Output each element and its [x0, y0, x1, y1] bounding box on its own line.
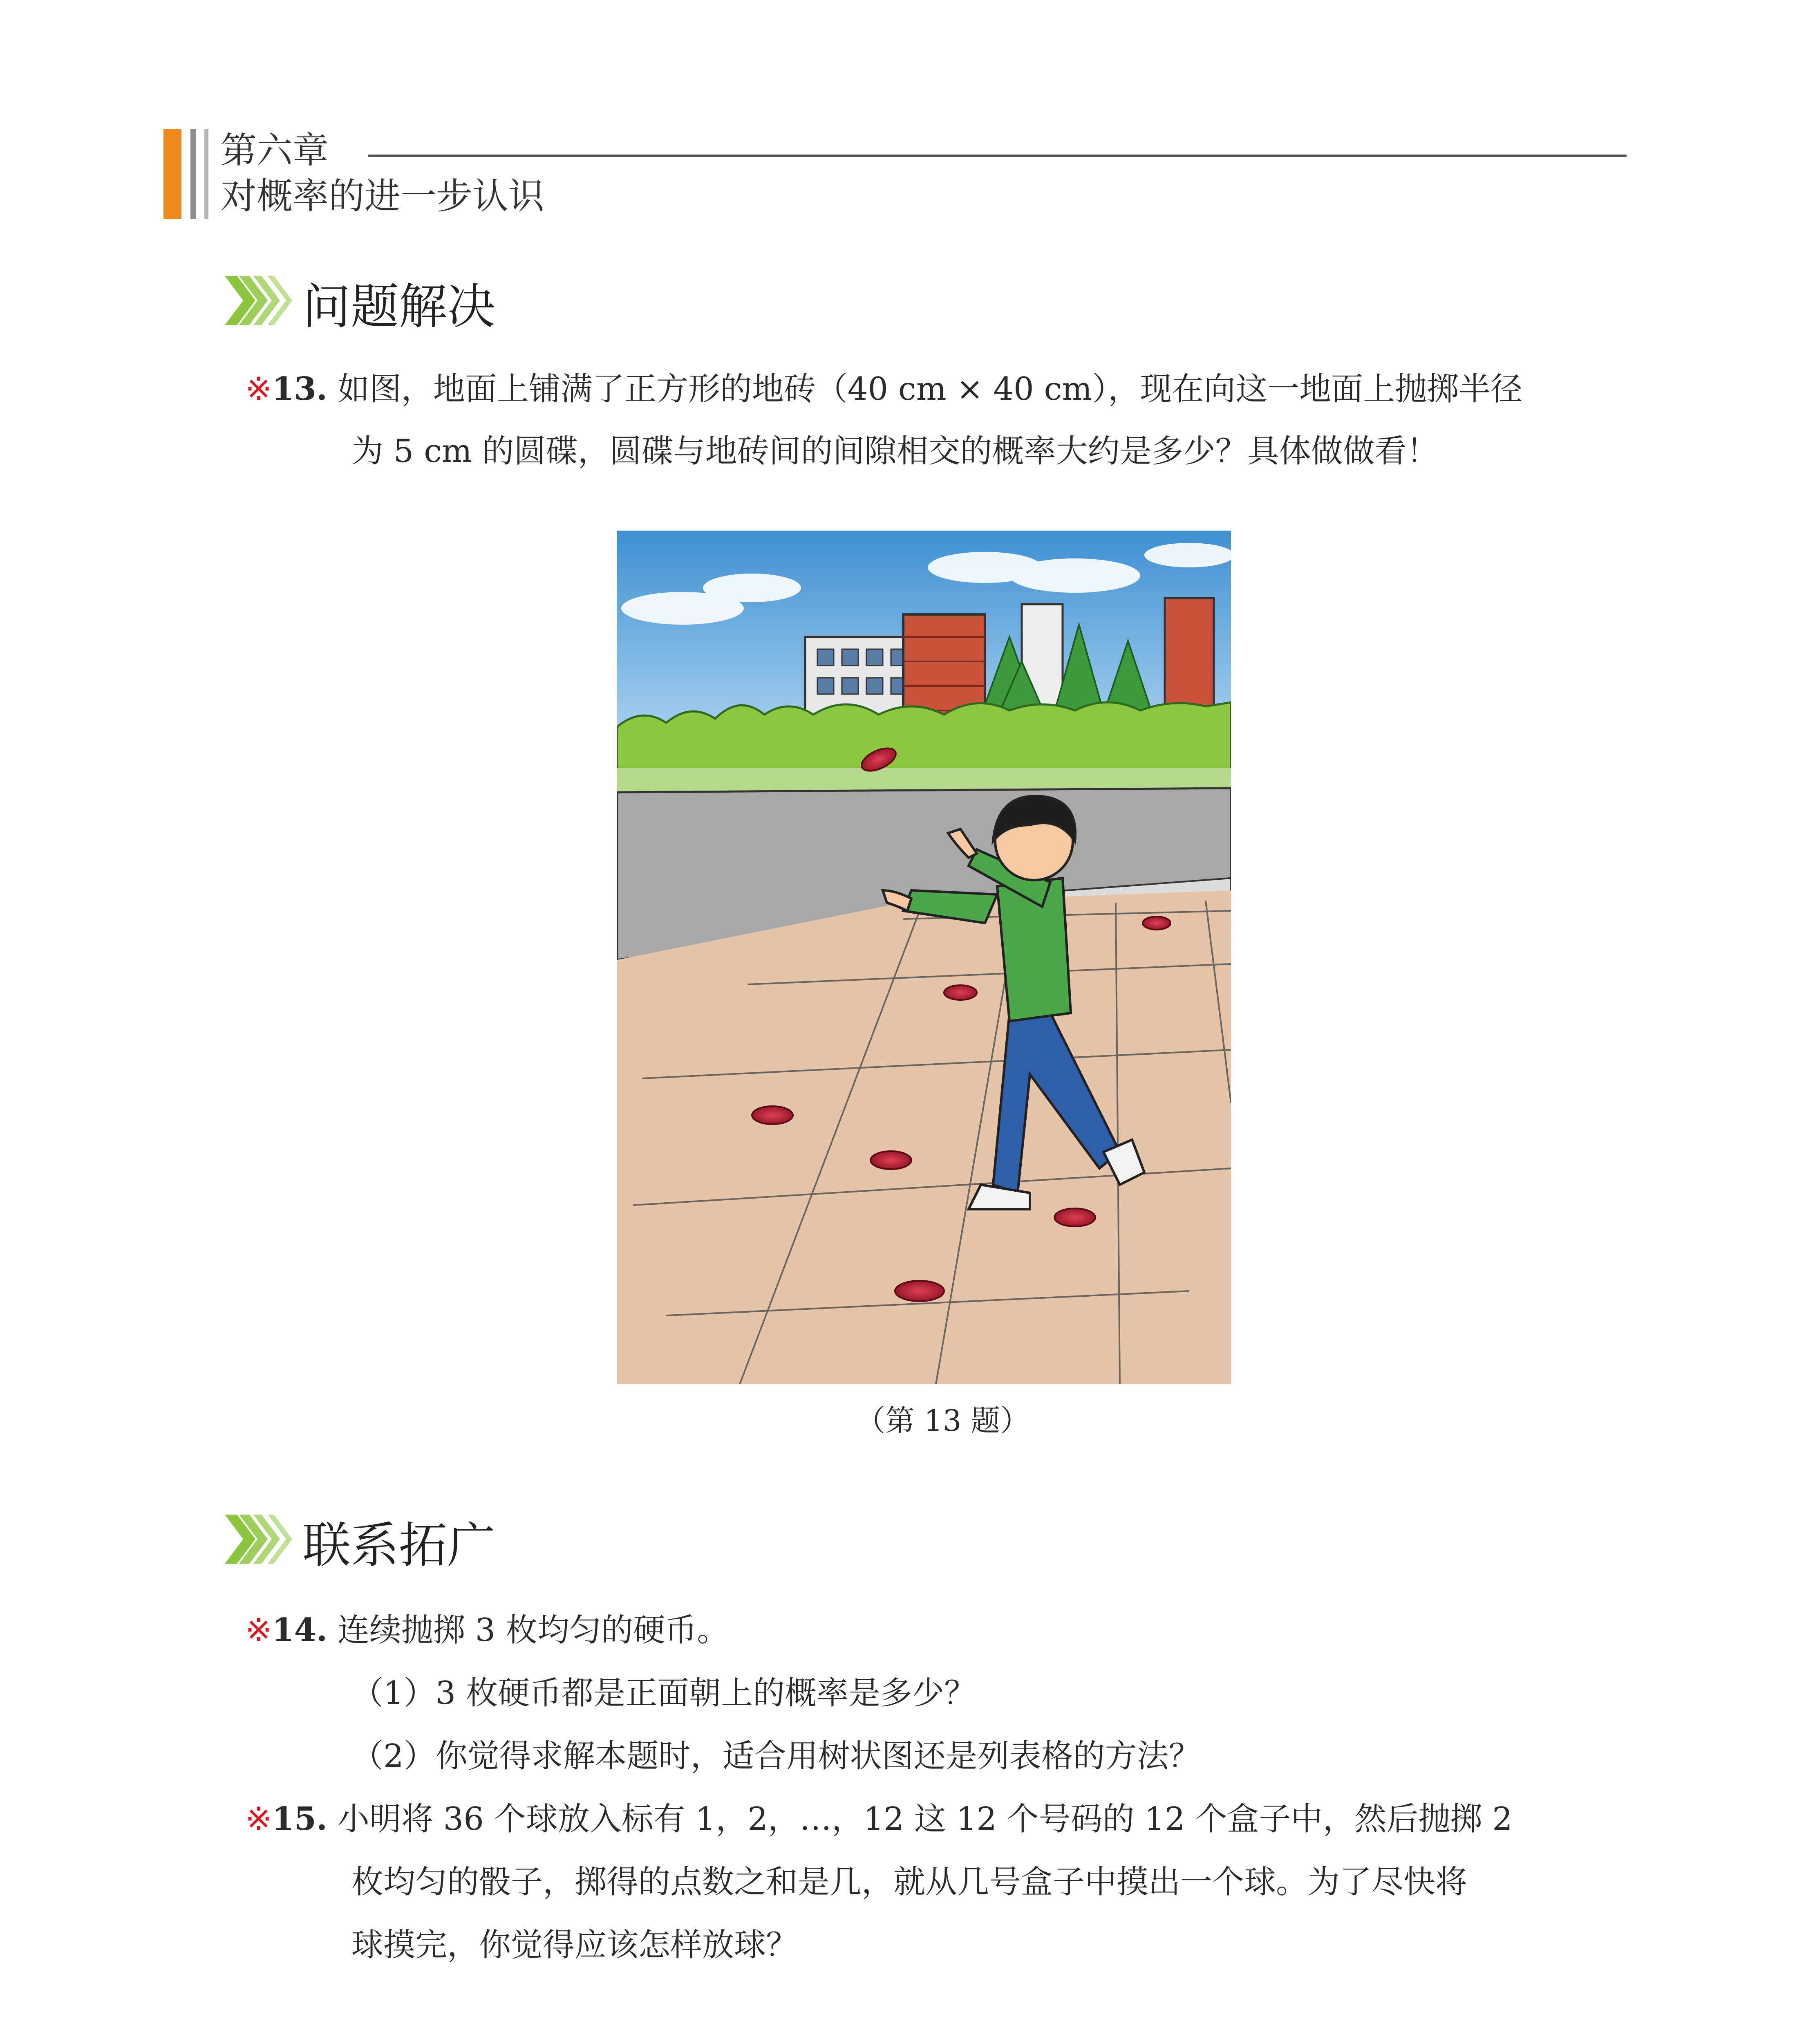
problem-number: 15. — [272, 1800, 328, 1838]
problem-14-sub-1: （1）3 枚硬币都是正面朝上的概率是多少？ — [351, 1675, 976, 1712]
header-bar-gray — [190, 129, 196, 219]
problem-13-illustration — [617, 531, 1231, 1384]
chapter-label: 第六章 — [221, 129, 329, 171]
problem-14-sub-2: （2）你觉得求解本题时，适合用树状图还是列表格的方法？ — [351, 1738, 1201, 1775]
chevron-arrows-icon — [221, 270, 302, 331]
star-mark: ※ — [245, 371, 272, 408]
problem-13-line-2: 为 5 cm 的圆碟，圆碟与地砖间的间隙相交的概率大约是多少？具体做做看！ — [351, 433, 1439, 470]
problem-15-line-3: 球摸完，你觉得应该怎样放球？ — [351, 1927, 798, 1963]
section-title-problem-solving: 问题解决 — [302, 278, 496, 335]
star-mark: ※ — [245, 1612, 272, 1649]
figure-caption: （第 13 题） — [856, 1403, 1030, 1438]
header-accent-bar — [163, 129, 181, 219]
problem-13-line-1 — [245, 370, 1522, 409]
problem-14-line-1 — [245, 1611, 729, 1650]
star-mark: ※ — [245, 1801, 272, 1838]
header-rule — [368, 155, 1627, 157]
chevron-arrows-icon — [221, 1508, 302, 1570]
problem-number: 14. — [272, 1611, 328, 1649]
problem-text: 小明将 36 个球放入标有 1，2，…，12 这 12 个号码的 12 个盒子中，然后抛掷 2 — [337, 1801, 1513, 1838]
chapter-title: 对概率的进一步认识 — [221, 175, 545, 217]
problem-15-line-2: 枚均匀的骰子，掷得的点数之和是几，就从几号盒子中摸出一个球。为了尽快将 — [351, 1864, 1468, 1901]
header-bar-light — [204, 129, 208, 219]
problem-15-line-1 — [245, 1800, 1513, 1839]
section-title-extension: 联系拓广 — [302, 1517, 496, 1573]
problem-number: 13. — [272, 370, 328, 408]
problem-text: 如图，地面上铺满了正方形的地砖（40 cm × 40 cm），现在向这一地面上抛掷半径 — [337, 371, 1523, 408]
problem-text: 连续抛掷 3 枚均匀的硬币。 — [337, 1612, 729, 1649]
